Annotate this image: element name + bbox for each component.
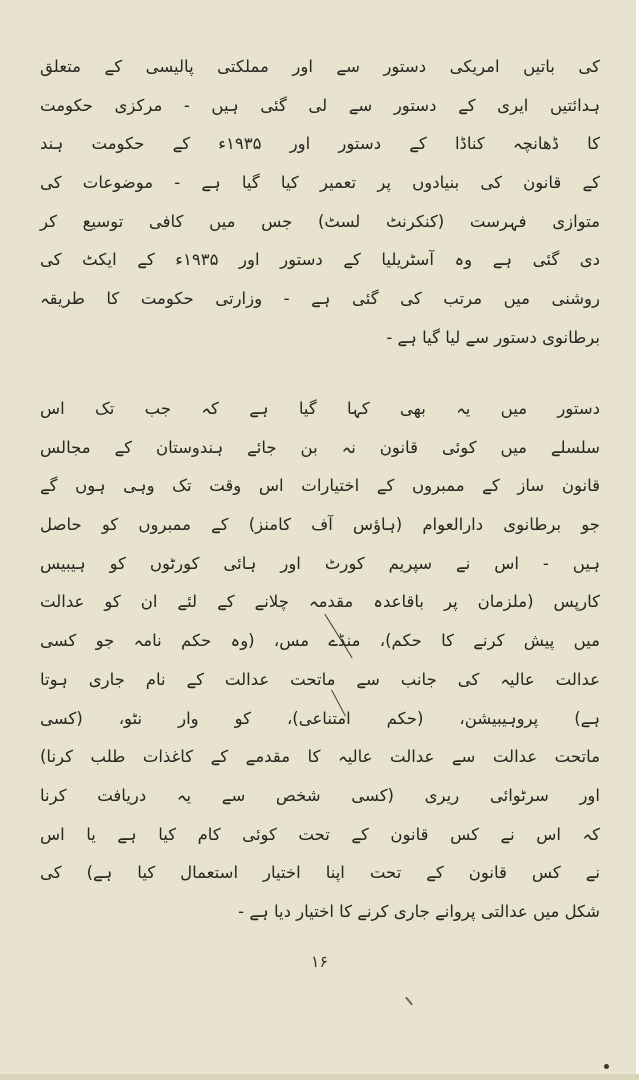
text-line: ہے) پروہیبیشن، (حکم امتناعی)، کو وار نٹو، (کسی: [40, 708, 600, 728]
text-line: ماتحت عدالت سے عدالت عالیہ کا مقدمے کے کاغذات طلب کرنا): [40, 747, 600, 767]
text-line: عدالت عالیہ کی جانب سے ماتحت عدالت کے نام جاری ہوتا: [40, 669, 600, 689]
text-line: قانون ساز کے ممبروں کے اختیارات اس وقت تک وہی ہوں گے: [40, 476, 600, 496]
page-number: ۱۶: [310, 952, 329, 971]
text-line: نے کس قانون کے تحت اپنا اختیار استعمال کیا ہے) کی: [40, 863, 600, 883]
text-line: کی باتیں امریکی دستور سے اور مملکتی پالیسی کے متعلق: [40, 57, 600, 76]
text-line: شکل میں عدالتی پروانے جاری کرنے کا اختیار دیا ہے -: [238, 901, 600, 921]
text-line: روشنی میں مرتب کی گئی ہے - وزارتی حکومت کا طریقہ: [40, 289, 600, 309]
text-line: سلسلے میں کوئی قانون نہ بن جائے ہندوستان کے مجالس: [40, 437, 600, 457]
paragraph-2: [40, 390, 600, 932]
page-edge-bottom: [0, 1074, 639, 1080]
text-line: میں پیش کرنے کا حکم)، منڈے مس، (وہ حکم نامہ جو کسی: [40, 631, 600, 651]
text-line: برطانوی دستور سے لیا گیا ہے -: [386, 327, 600, 347]
text-line: ہیں - اس نے سپریم کورٹ اور ہائی کورٹوں کو ہیبیس: [40, 553, 600, 573]
text-line: کہ اس نے کس قانون کے تحت کوئی کام کیا ہے یا اس: [40, 824, 600, 844]
text-line: متوازی فہرست (کنکرنٹ لسٹ) جس میں کافی توسیع کر: [40, 211, 600, 231]
text-line: جو برطانوی دارالعوام (ہاؤس آف کامنز) کے ممبروں کو حاصل: [40, 515, 600, 535]
pencil-mark: [405, 997, 413, 1006]
text-line: دی گئی ہے وہ آسٹریلیا کے دستور اور ۱۹۳۵ء کے ایکٹ کی: [40, 250, 600, 270]
text-line: ہدائتیں ایری کے دستور سے لی گئی ہیں - مرکزی حکومت: [40, 95, 600, 115]
text-line: کے قانون کی بنیادوں پر تعمیر کیا گیا ہے - موضوعات کی: [40, 173, 600, 193]
ink-dot: [604, 1064, 609, 1069]
text-line: اور سرٹوائی ریری (کسی شخص سے یہ دریافت کرنا: [40, 785, 600, 805]
text-line: دستور میں یہ بھی کہا گیا ہے کہ جب تک اس: [40, 399, 600, 418]
paragraph-1: [40, 48, 600, 358]
text-line: کارپس (ملزمان پر باقاعدہ مقدمہ چلانے کے لئے ان کو عدالت: [40, 592, 600, 612]
text-line: کا ڈھانچہ کناڈا کے دستور اور ۱۹۳۵ء کے حکومت ہند: [40, 134, 600, 154]
